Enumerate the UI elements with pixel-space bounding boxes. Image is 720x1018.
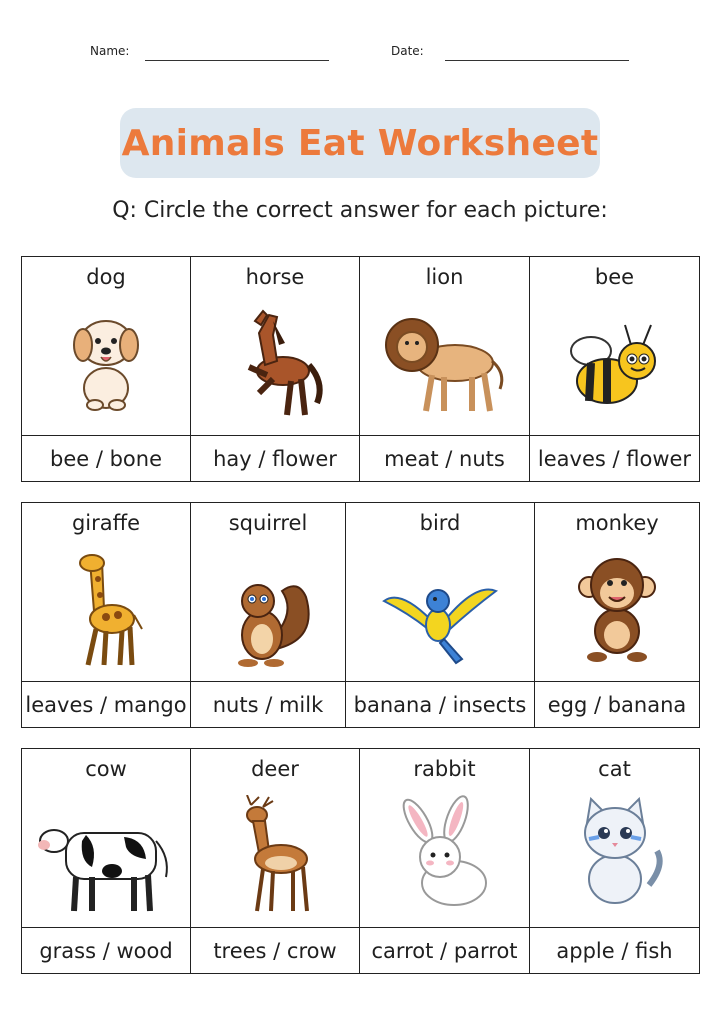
animal-name: dog [86,265,126,289]
animal-cell [22,503,191,682]
animal-table-2 [21,502,700,728]
title-banner [120,108,600,178]
answer-choices[interactable]: egg / banana [535,682,700,728]
answer-choices[interactable]: meat / nuts [360,436,530,482]
giraffe-icon [66,549,146,671]
question-text: Q: Circle the correct answer for each picture: [112,198,608,223]
animal-name: cow [85,757,127,781]
answer-choices[interactable]: banana / insects [346,682,535,728]
name-field-line[interactable] [145,60,329,61]
answer-choices[interactable]: trees / crow [191,928,360,974]
answer-choices[interactable]: bee / bone [22,436,191,482]
answer-choices[interactable]: leaves / mango [22,682,191,728]
animal-name: horse [245,265,305,289]
rabbit-icon [390,795,500,910]
dog-icon [61,303,151,413]
cat-icon [565,795,665,910]
animal-cell [535,503,700,682]
answer-choices[interactable]: grass / wood [22,928,191,974]
monkey-icon [567,549,667,664]
date-label: Date: [391,44,424,58]
animal-name: bee [594,265,635,289]
animal-table-1 [21,256,700,482]
animal-table-3 [21,748,700,974]
animal-cell [191,503,346,682]
animal-cell [530,257,700,436]
cow-icon [36,817,176,917]
answer-choices[interactable]: leaves / flower [530,436,700,482]
answer-choices[interactable]: carrot / parrot [360,928,530,974]
animal-cell [191,257,360,436]
bee-icon [565,317,665,417]
date-field-line[interactable] [445,60,629,61]
answer-choices[interactable]: nuts / milk [191,682,346,728]
name-label: Name: [90,44,130,58]
animal-cell [191,749,360,928]
lion-icon [380,303,510,418]
animal-name: rabbit [413,757,476,781]
horse-icon [225,303,325,421]
animal-name: giraffe [71,511,141,535]
animal-name: deer [251,757,299,781]
animal-name: monkey [575,511,659,535]
bird-icon [380,579,500,669]
animal-name: squirrel [228,511,308,535]
animal-cell [530,749,700,928]
animal-name: bird [419,511,461,535]
animal-name: cat [598,757,631,781]
animal-name: lion [425,265,464,289]
worksheet-title: Animals Eat Worksheet [121,122,599,164]
squirrel-icon [218,569,318,669]
answer-choices[interactable]: apple / fish [530,928,700,974]
answer-choices[interactable]: hay / flower [191,436,360,482]
animal-cell [22,257,191,436]
animal-cell [346,503,535,682]
deer-icon [225,795,325,917]
animal-cell [360,749,530,928]
animal-cell [360,257,530,436]
animal-cell [22,749,191,928]
